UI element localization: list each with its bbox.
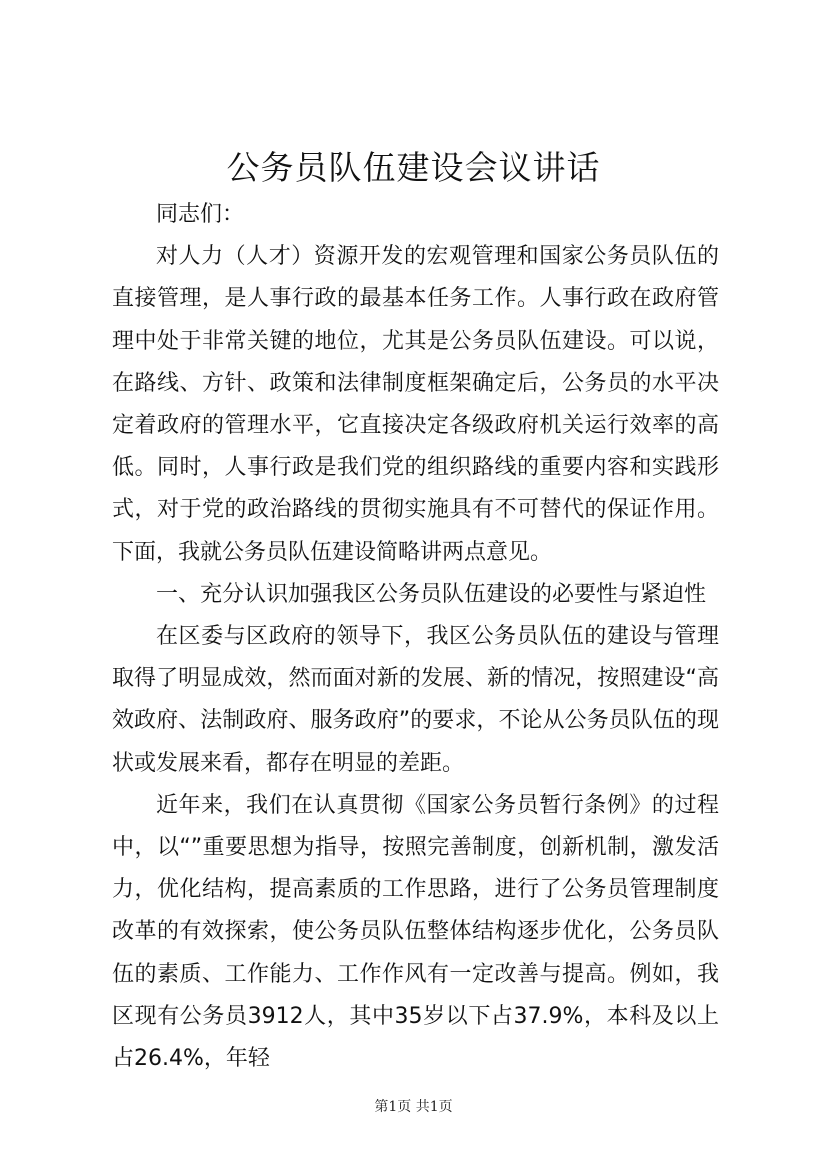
paragraph-2: 在区委与区政府的领导下，我区公务员队伍的建设与管理取得了明显成效，然而面对新的发展、新的情况，按照建设“高效政府、法制政府、服务政府”的要求，不论从公务员队伍的现状或发展来看，都存在明显的差距。 (112, 624, 719, 776)
document-body (112, 194, 719, 1080)
paragraph-3: 近年来，我们在认真贯彻《国家公务员暂行条例》的过程中，以“”重要思想为指导，按照完善制度，创新机制，激发活力，优化结构，提高素质的工作思路，进行了公务员管理制度改革的有效探索，使公务员队伍整体结构逐步优化，公务员队伍的素质、工作能力、工作作风有一定改善与提高。例如，我区现有公务员3912人，其中35岁以下占37.9%，本科及以上占26.4%，年轻 (112, 792, 719, 1072)
page-footer: 第1页 共1页 (374, 1099, 453, 1115)
section-heading-1: 一、充分认识加强我区公务员队伍建设的必要性与紧迫性 (156, 581, 707, 607)
paragraph-1: 对人力（人才）资源开发的宏观管理和国家公务员队伍的直接管理，是人事行政的最基本任务工作。人事行政在政府管理中处于非常关键的地位，尤其是公务员队伍建设。可以说，在路线、方针、政策和法律制度框架确定后，公务员的水平决定着政府的管理水平，它直接决定各级政府机关运行效率的高低。同时，人事行政是我们党的组织路线的重要内容和实践形式，对于党的政治路线的贯彻实施具有不可替代的保证作用。下面，我就公务员队伍建设简略讲两点意见。 (112, 244, 719, 565)
document-title: 公务员队伍建设会议讲话 (226, 148, 601, 187)
greeting-line: 同志们： (156, 202, 245, 227)
